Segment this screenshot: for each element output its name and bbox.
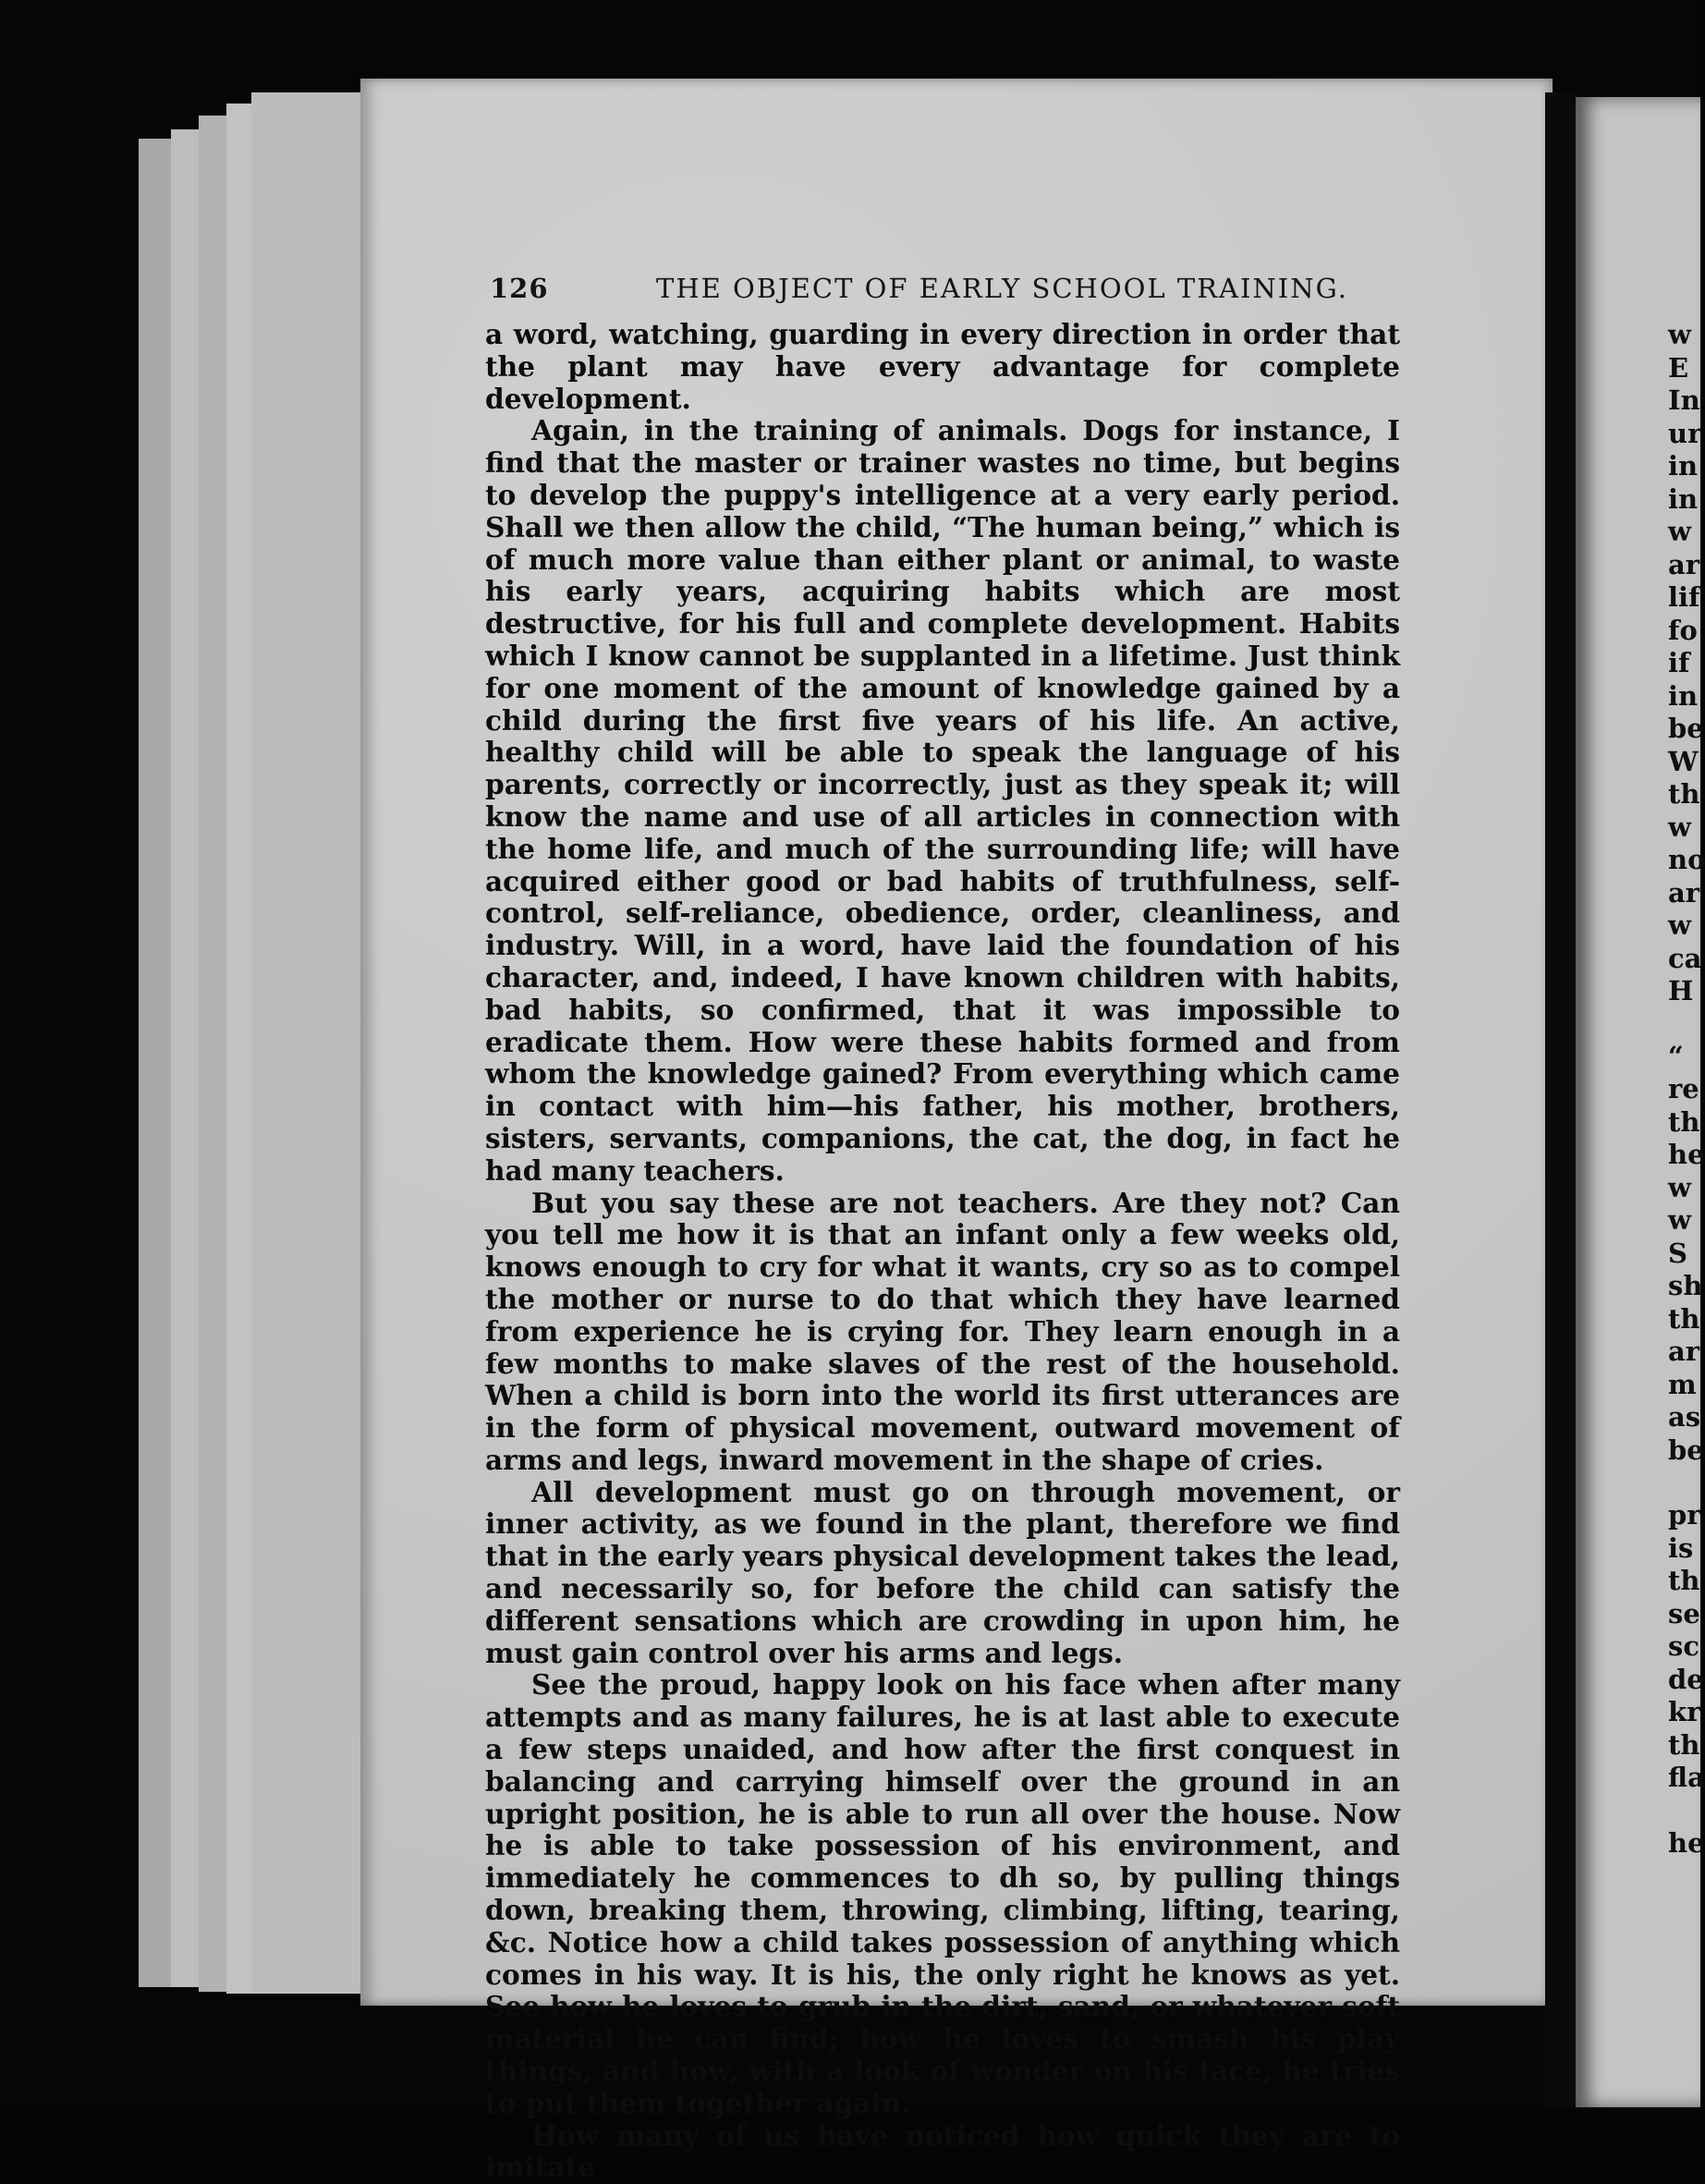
facing-page-fragment: ar bbox=[1668, 1336, 1700, 1367]
facing-page-fragment: th bbox=[1668, 1302, 1700, 1335]
paragraph: Again, in the training of animals. Dogs for instance, I find that the master or trainer wastes no time, but begins to develop the puppy's intelligence at a very early period. Shall we then allow the child, “The human being,” which is of much more value than either plant or animal, to waste his early years, acquiring habits which are most destructive, for his full and complete development. Habits which I know cannot be supplanted in a lifetime. Just think for one moment of the amount of knowledge gained by a child during the first five years of his life. An active, healthy child will be able to speak the language of his parents, correctly or incorrectly, just as they speak it; will know the name and use of all articles in connection with the home life, and much of the surrounding life; will have acquired either good or bad habits of truthfulness, self-control, self-reliance, obedience, order, cleanliness, and industry. Will, in a word, have laid the foundation of his character, and, indeed, I have known children with habits, bad habits, so confirmed, that it was impossible to eradicate them. How were these habits formed and from whom the knowledge gained? From everything which came in contact with him—his father, his mother, brothers, sisters, servants, companions, the cat, the dog, in fact he had many teachers. bbox=[485, 414, 1400, 1187]
facing-page-fragment: in bbox=[1668, 679, 1699, 712]
facing-page-fragment: sc bbox=[1668, 1630, 1699, 1662]
facing-page-fragment: de bbox=[1668, 1663, 1704, 1695]
facing-page-fragment: th bbox=[1668, 778, 1700, 810]
body-text bbox=[485, 319, 1400, 2184]
facing-page-fragment: w bbox=[1668, 1204, 1691, 1236]
facing-page-fragment: ar bbox=[1668, 548, 1700, 580]
facing-page-fragment: w bbox=[1668, 516, 1691, 547]
facing-page-fragment: th bbox=[1668, 1105, 1700, 1138]
facing-page-fragment: th bbox=[1668, 1565, 1700, 1596]
facing-page-fragment: be bbox=[1668, 713, 1704, 744]
facing-page-fragment: be bbox=[1668, 1434, 1704, 1466]
paragraph: How many of us have noticed how quick they are to imitate bbox=[485, 2118, 1400, 2184]
facing-page-fragment: W bbox=[1668, 745, 1699, 777]
facing-page-fragment: S bbox=[1668, 1237, 1687, 1269]
facing-page-fragment: ur bbox=[1668, 417, 1702, 449]
facing-page-fragment: sh bbox=[1668, 1270, 1703, 1301]
facing-page-fragment: no bbox=[1668, 844, 1705, 875]
facing-page-fragment: w bbox=[1668, 909, 1691, 941]
facing-page-fragment: ca bbox=[1668, 942, 1702, 974]
facing-page-fragment: kr bbox=[1668, 1696, 1701, 1727]
facing-page-fragment: ar bbox=[1668, 876, 1700, 909]
paragraph: See the proud, happy look on his face when after many attempts and as many failures, he is at last able to execute a few steps unaided, and how after the first conquest in balancing and carrying himself over the ground in an upright position, he is able to run all over the house. Now he is able to take possession of his environment, and immediately he commences to dh so, by pulling things down, breaking them, throwing, climbing, lifting, tearing, &c. Notice how a child takes possession of anything which comes in his way. It is his, the only right he knows as yet. See how he loves to grub in the dirt, sand, or whatever soft material he can find; how he loves to smash his play things, and how, with a look of wonder on his face, he tries to put them together again. bbox=[485, 1668, 1400, 2119]
facing-page-fragment: in bbox=[1668, 450, 1699, 482]
paragraph: a word, watching, guarding in every direction in order that the plant may have every advantage for complete development. bbox=[485, 318, 1400, 415]
facing-page-fragment: pr bbox=[1668, 1499, 1701, 1531]
facing-page-fragment: w bbox=[1668, 811, 1691, 843]
facing-page-fragment: m bbox=[1668, 1368, 1697, 1400]
facing-page-fragment: th bbox=[1668, 1728, 1700, 1761]
facing-page-fragment: se bbox=[1668, 1597, 1700, 1629]
facing-page-fragment: w bbox=[1668, 319, 1691, 350]
book-gutter bbox=[1545, 92, 1578, 2107]
facing-page-fragment: is bbox=[1668, 1531, 1694, 1564]
facing-page-fragment: lif bbox=[1668, 581, 1700, 613]
facing-page-fragment: he bbox=[1668, 1826, 1705, 1859]
facing-page-fragment: E bbox=[1668, 351, 1689, 384]
facing-page-fragment: fo bbox=[1668, 614, 1698, 646]
facing-page-fragment: in bbox=[1668, 482, 1699, 515]
facing-page-fragment: w bbox=[1668, 1171, 1691, 1203]
page-number: 126 bbox=[490, 273, 549, 304]
running-head: THE OBJECT OF EARLY SCHOOL TRAINING. bbox=[656, 273, 1348, 304]
facing-page-fragment: “ bbox=[1668, 1040, 1684, 1072]
facing-page-fragment: re bbox=[1668, 1073, 1699, 1104]
paragraph: All development must go on through movement, or inner activity, as we found in the plant, therefore we find that in the early years physical development takes the lead, and necessarily so, for before the child can satisfy the different sensations which are crowding in upon him, he must gain control over his arms and legs. bbox=[485, 1475, 1400, 1669]
facing-page-fragment: if bbox=[1668, 647, 1690, 678]
facing-page-fragment: In bbox=[1668, 384, 1700, 416]
facing-page-fragment: H bbox=[1668, 975, 1694, 1007]
facing-page-fragment: he bbox=[1668, 1139, 1705, 1170]
facing-page-fragment: fla bbox=[1668, 1762, 1705, 1793]
paragraph: But you say these are not teachers. Are they not? Can you tell me how it is that an infant only a few weeks old, knows enough to cry for what it wants, cry so as to compel the mother or nurse to do that which they have learned from experience he is crying for. They learn enough in a few months to make slaves of the rest of the household. When a child is born into the world its first utterances are in the form of physical movement, outward movement of arms and legs, inward movement in the shape of cries. bbox=[485, 1186, 1400, 1476]
facing-page-fragment: as bbox=[1668, 1401, 1701, 1433]
